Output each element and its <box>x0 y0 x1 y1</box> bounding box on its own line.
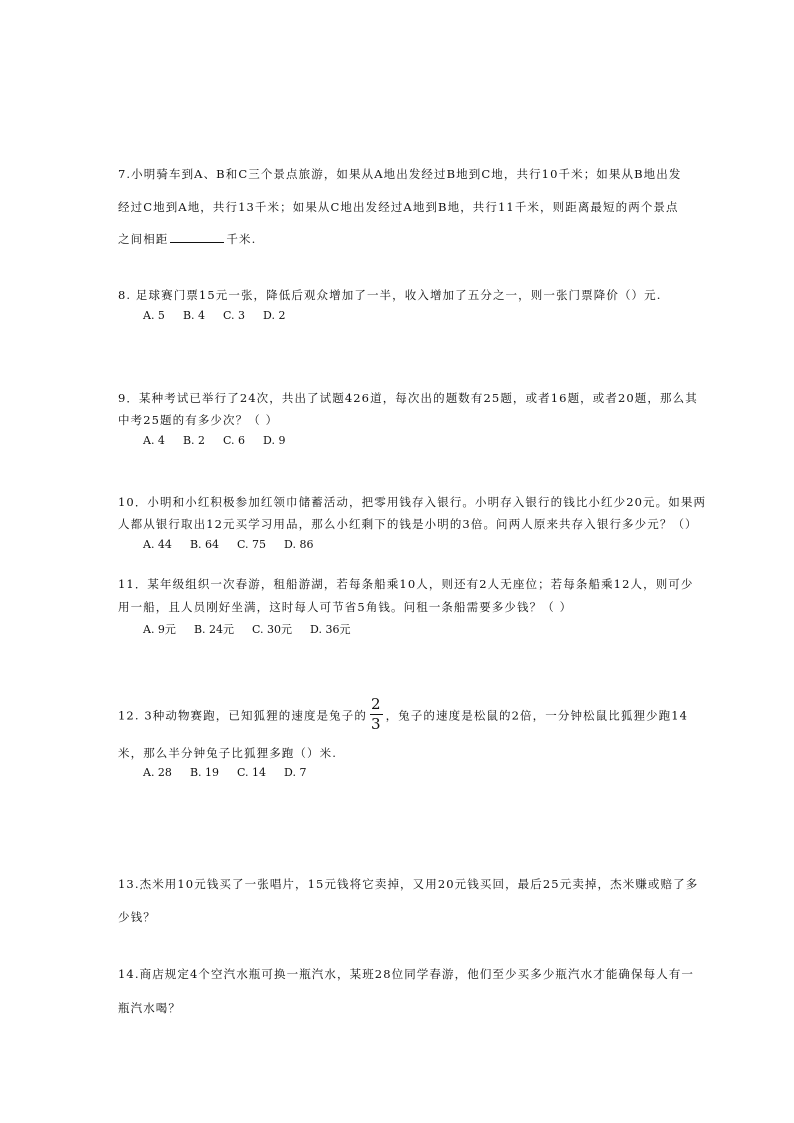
q7-line-1: 7.小明骑车到A、B和C三个景点旅游，如果从A地出发经过B地到C地，共行10千米；如果从B地出发 <box>118 167 682 181</box>
q14-line-2: 瓶汽水喝？ <box>118 1001 181 1015</box>
q12-option-b: B. 19 <box>189 766 220 779</box>
q10-line-1: 10．小明和小红积极参加红领巾储蓄活动，把零用钱存入银行。小明存入银行的钱比小红少20元。如果两 <box>118 495 707 509</box>
q9-option-d: D. 9 <box>263 434 286 447</box>
q8-text: 8. 足球赛门票15元一张，降低后观众增加了一半，收入增加了五分之一，则一张门票降价（）元. <box>118 288 662 302</box>
q11-line-2: 用一船，且人员刚好坐满，这时每人可节省5角钱。问租一条船需要多少钱？（ ） <box>118 600 573 614</box>
q10-line-2: 人都从银行取出12元买学习用品，那么小红剩下的钱是小明的3倍。问两人原来共存入银行多少元？（） <box>118 517 698 531</box>
q9-line-2: 中考25题的有多少次？（ ） <box>118 413 279 427</box>
q11-option-c: C. 30元 <box>252 623 293 636</box>
q10-options <box>143 538 331 551</box>
q8-option-c: C. 3 <box>223 309 246 322</box>
q7-line-3-unit: 千米. <box>226 232 257 246</box>
q12-line-1-end: ，兔子的速度是松鼠的2倍，一分钟松鼠比狐狸少跑14 <box>385 708 689 723</box>
q12-line-1-start: 12. 3种动物赛跑，已知狐狸的速度是兔子的 <box>118 708 367 723</box>
q9-option-b: B. 2 <box>182 434 206 447</box>
q13-line-1: 13.杰米用10元钱买了一张唱片，15元钱将它卖掉，又用20元钱买回，最后25元卖掉，杰米赚或赔了多 <box>118 877 699 891</box>
q12-options <box>143 766 324 779</box>
q14-line-1: 14.商店规定4个空汽水瓶可换一瓶汽水，某班28位同学春游，他们至少买多少瓶汽水才能确保每人有一 <box>118 967 695 981</box>
q10-option-a: A. 44 <box>143 538 172 551</box>
q12-line-2: 米，那么半分钟兔子比狐狸多跑（）米. <box>118 746 337 760</box>
q11-option-d: D. 36元 <box>310 623 351 636</box>
answer-blank <box>170 232 224 243</box>
q12-option-d: D. 7 <box>284 766 307 779</box>
q10-option-d: D. 86 <box>284 538 314 551</box>
q11-option-a: A. 9元 <box>143 623 176 636</box>
q10-option-b: B. 64 <box>189 538 220 551</box>
q11-line-1: 11．某年级组织一次春游，租船游湖，若每条船乘10人，则还有2人无座位；若每条船乘12人，则可少 <box>118 577 694 591</box>
q11-option-b: B. 24元 <box>193 623 235 636</box>
q7-line-3 <box>118 231 256 247</box>
fraction-numerator: 2 <box>370 695 382 713</box>
q8-option-b: B. 4 <box>182 309 206 322</box>
q12-option-c: C. 14 <box>237 766 267 779</box>
q8-option-d: D. 2 <box>263 309 286 322</box>
q13-line-2: 少钱？ <box>118 910 156 924</box>
q8-options <box>143 309 303 322</box>
q9-option-a: A. 4 <box>143 434 165 447</box>
q9-options <box>143 434 303 447</box>
q8-option-a: A. 5 <box>143 309 165 322</box>
fraction-denominator: 3 <box>370 715 382 733</box>
q7-line-3-text: 之间相距 <box>118 232 169 246</box>
q12-line-1 <box>118 695 689 734</box>
q9-line-1: 9．某种考试已举行了24次，共出了试题426道，每次出的题数有25题，或者16题，或者20题，那么其 <box>118 391 698 405</box>
q11-options <box>143 621 368 637</box>
fraction-two-thirds <box>370 697 383 732</box>
q12-option-a: A. 28 <box>143 766 172 779</box>
q9-option-c: C. 6 <box>223 434 246 447</box>
q7-line-2: 经过C地到A地，共行13千米；如果从C地出发经过A地到B地，共行11千米，则距离最短的两个景点 <box>118 200 679 214</box>
q10-option-c: C. 75 <box>237 538 267 551</box>
